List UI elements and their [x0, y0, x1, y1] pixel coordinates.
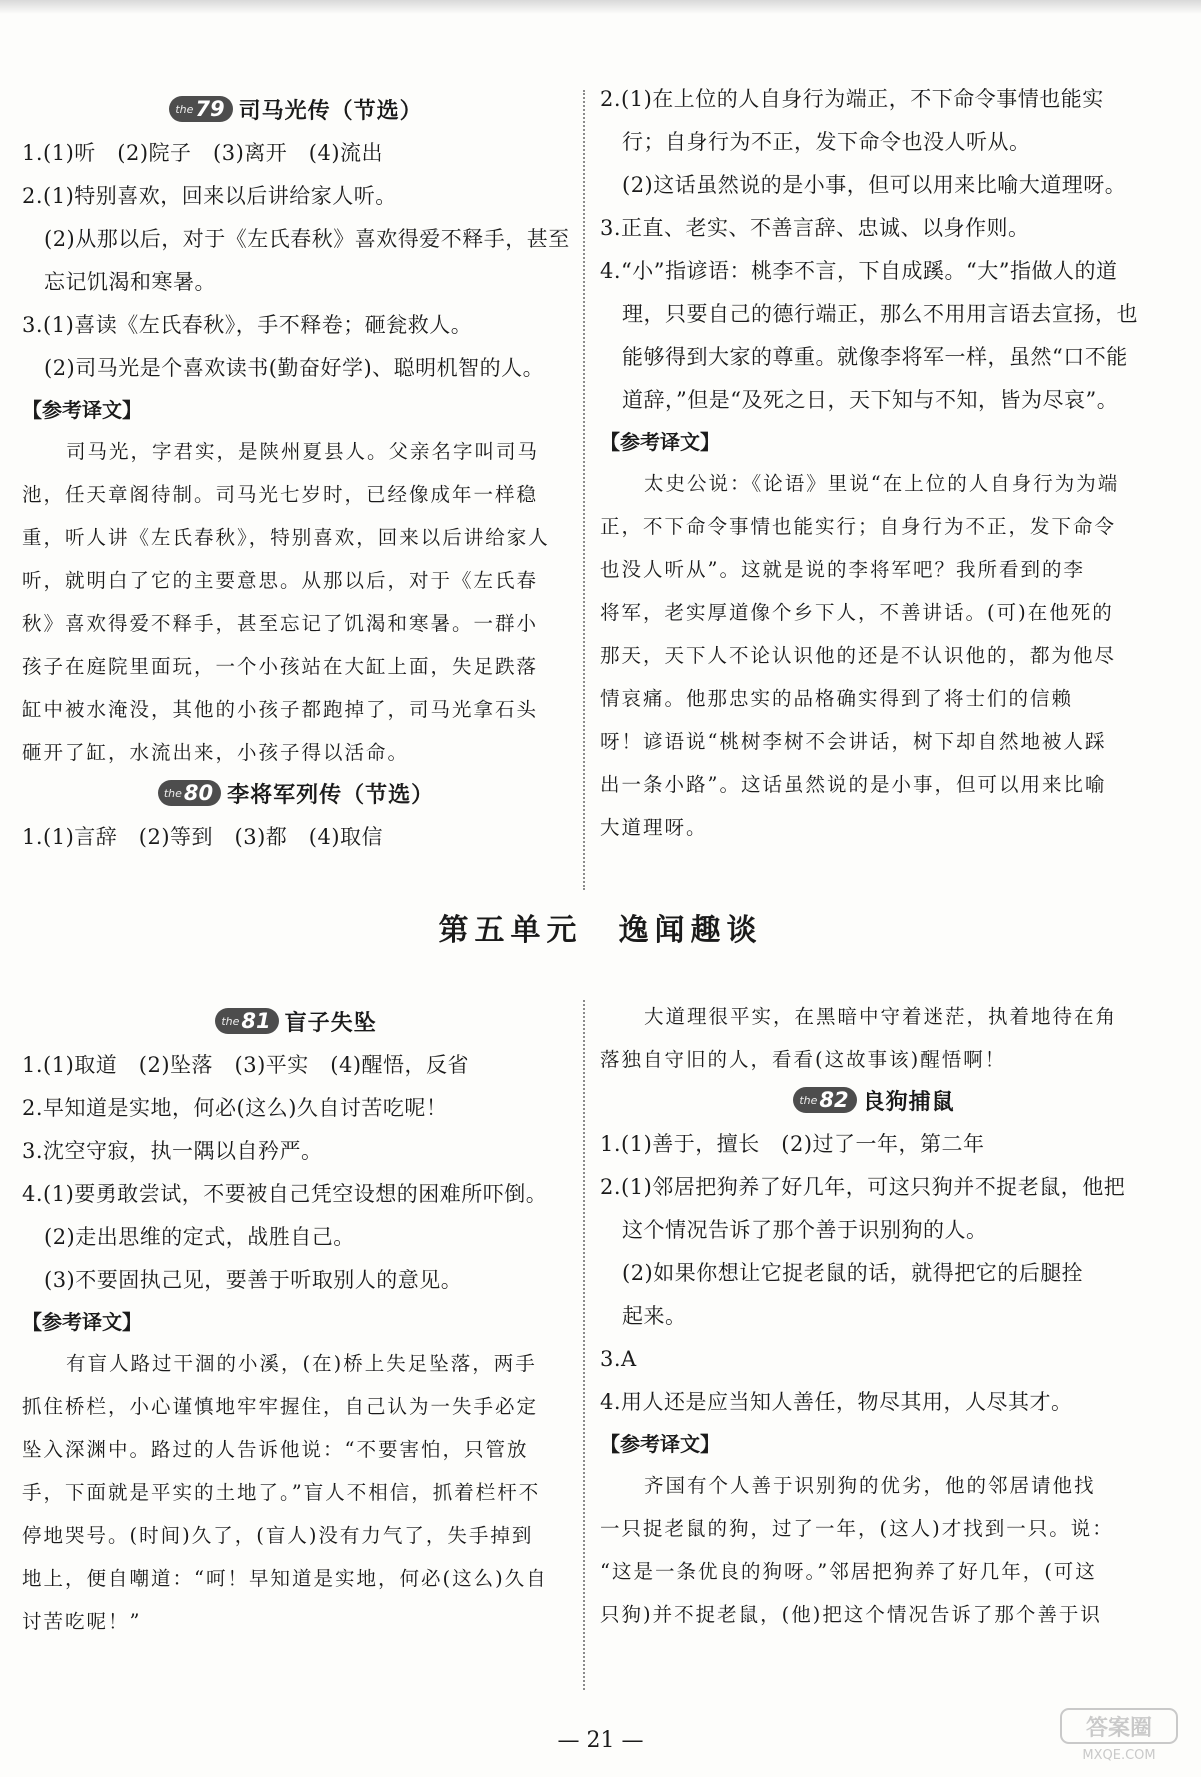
- answer-line: (2)如果你想让它捉老鼠的话，就得把它的后腿拴: [622, 1261, 1084, 1285]
- lesson-number: 79: [195, 97, 225, 121]
- translation-line: 重，听人讲《左氏春秋》，特别喜欢，回来以后讲给家人: [22, 526, 550, 549]
- answer-line: 道辞，”但是“及死之日，天下知与不知，皆为尽哀”。: [622, 388, 1119, 412]
- translation-line: 大道理很平实，在黑暗中守着迷茫，执着地待在角: [644, 1005, 1118, 1028]
- translation-line: 齐国有个人善于识别狗的优劣，他的邻居请他找: [644, 1474, 1096, 1497]
- answer-line: 4.用人还是应当知人善任，物尽其用，人尽其才。: [600, 1390, 1073, 1414]
- translation-line: 只狗)并不捉老鼠，(他)把这个情况告诉了那个善于识: [600, 1603, 1102, 1626]
- translation-line: 那天，天下人不论认识他的还是不认识他的，都为他尽: [600, 644, 1117, 667]
- answer-line: 2.(1)邻居把狗养了好几年，可这只狗并不捉老鼠，他把: [600, 1175, 1126, 1199]
- answer-line: 能够得到大家的尊重。就像李将军一样，虽然“口不能: [622, 345, 1128, 369]
- reference-translation-label: 【参考译文】: [600, 1432, 720, 1456]
- section-title: 盲子失坠: [284, 1010, 377, 1036]
- translation-line: 呀！谚语说“桃树李树不会讲话，树下却自然地被人踩: [600, 730, 1107, 753]
- reference-translation-label: 【参考译文】: [22, 1310, 142, 1334]
- translation-line: 地上，便自嘲道：“呵！早知道是实地，何必(这么)久自: [22, 1567, 548, 1590]
- translation-line: 太史公说：《论语》里说“在上位的人自身行为为端: [644, 472, 1120, 495]
- answer-line: (2)从那以后，对于《左氏春秋》喜欢得爱不释手，甚至: [44, 227, 570, 251]
- lesson-number: 81: [241, 1009, 271, 1033]
- answer-line: 2.(1)特别喜欢，回来以后讲给家人听。: [22, 184, 397, 208]
- answer-line: 这个情况告诉了那个善于识别狗的人。: [622, 1218, 988, 1242]
- column-top-left: [22, 90, 570, 859]
- reference-translation-label: 【参考译文】: [22, 398, 142, 422]
- translation-line: 讨苦吃呢！”: [22, 1610, 142, 1633]
- translation-line: 一只捉老鼠的狗，过了一年，(这人)才找到一只。说：: [600, 1517, 1114, 1540]
- answer-line: 4.“小”指谚语：桃李不言，下自成蹊。“大”指做人的道: [600, 259, 1118, 283]
- translation-line: 池，任天章阁待制。司马光七岁时，已经像成年一样稳: [22, 483, 539, 506]
- answer-line: 行；自身行为不正，发下命令也没人听从。: [622, 130, 1031, 154]
- lesson-badge: the 81: [215, 1008, 278, 1034]
- answer-line: 忘记饥渴和寒暑。: [44, 270, 216, 294]
- translation-line: 秋》喜欢得爱不释手，甚至忘记了饥渴和寒暑。一群小: [22, 612, 539, 635]
- unit-title: 第五单元 逸闻趣谈: [438, 913, 763, 948]
- watermark-logo: [1059, 1707, 1179, 1763]
- lesson-number: 80: [183, 781, 214, 805]
- translation-line: 大道理呀。: [600, 816, 708, 839]
- section-title: 李将军列传（节选）: [227, 782, 435, 808]
- translation-line: “这是一条优良的狗呀。”邻居把狗养了好几年，(可这: [600, 1560, 1097, 1583]
- translation-line: 出一条小路”。这话虽然说的是小事，但可以用来比喻: [600, 773, 1107, 796]
- column-divider: [583, 90, 585, 890]
- translation-line: 有盲人路过干涸的小溪，(在)桥上失足坠落，两手: [66, 1352, 537, 1375]
- answer-line: 1.(1)言辞 (2)等到 (3)都 (4)取信: [22, 825, 384, 849]
- translation-line: 情哀痛。他那忠实的品格确实得到了将士们的信赖: [600, 687, 1074, 710]
- section-79-header: [22, 90, 570, 128]
- answer-line: 2.早知道是实地，何必(这么)久自讨苦吃呢！: [22, 1096, 448, 1120]
- translation-line: 将军，老实厚道像个乡下人，不善讲话。(可)在他死的: [600, 601, 1114, 624]
- section-81-header: [22, 1002, 570, 1040]
- column-bottom-left: [22, 1002, 570, 1643]
- column-top-right: [600, 78, 1148, 849]
- translation-line: 砸开了缸，水流出来，小孩子得以活命。: [22, 741, 410, 764]
- translation-line: 手，下面就是平实的土地了。”盲人不相信，抓着栏杆不: [22, 1481, 541, 1504]
- lesson-badge: the 82: [793, 1087, 856, 1113]
- lesson-badge: the 79: [169, 96, 232, 122]
- answer-line: 2.(1)在上位的人自身行为端正，不下命令事情也能实: [600, 87, 1104, 111]
- answer-line: 3.A: [600, 1347, 637, 1371]
- answer-line: (2)这话虽然说的是小事，但可以用来比喻大道理呀。: [622, 173, 1127, 197]
- reference-translation-label: 【参考译文】: [600, 430, 720, 454]
- answer-line: 1.(1)听 (2)院子 (3)离开 (4)流出: [22, 141, 384, 165]
- answer-line: 3.(1)喜读《左氏春秋》，手不释卷；砸瓮救人。: [22, 313, 473, 337]
- page-number: — 21 —: [557, 1728, 644, 1753]
- translation-line: 缸中被水淹没，其他的小孩子都跑掉了，司马光拿石头: [22, 698, 539, 721]
- answer-line: 3.沈空守寂，执一隅以自矜严。: [22, 1139, 323, 1163]
- lesson-number: 82: [819, 1088, 849, 1112]
- answer-line: 4.(1)要勇敢尝试，不要被自己凭空设想的困难所吓倒。: [22, 1182, 548, 1206]
- column-bottom-right: [600, 995, 1148, 1636]
- answer-line: (2)走出思维的定式，战胜自己。: [44, 1225, 355, 1249]
- translation-line: 停地哭号。(时间)久了，(盲人)没有力气了，失手掉到: [22, 1524, 534, 1547]
- section-title: 良狗捕鼠: [862, 1089, 955, 1115]
- lesson-badge: the 80: [158, 780, 221, 806]
- translation-line: 抓住桥栏，小心谨慎地牢牢握住，自己认为一失手必定: [22, 1395, 539, 1418]
- section-82-header: [600, 1081, 1148, 1119]
- translation-line: 坠入深渊中。路过的人告诉他说：“不要害怕，只管放: [22, 1438, 529, 1461]
- svg-text:答案圈: 答案圈: [1085, 1716, 1153, 1741]
- translation-line: 司马光，字君实，是陕州夏县人。父亲名字叫司马: [66, 440, 540, 463]
- answer-line: 起来。: [622, 1304, 687, 1328]
- translation-line: 听，就明白了它的主要意思。从那以后，对于《左氏春: [22, 569, 539, 592]
- answer-line: 理，只要自己的德行端正，那么不用用言语去宣扬，也: [622, 302, 1138, 326]
- section-80-header: [22, 774, 570, 812]
- answer-line: (3)不要固执己见，要善于听取别人的意见。: [44, 1268, 463, 1292]
- translation-line: 孩子在庭院里面玩，一个小孩站在大缸上面，失足跌落: [22, 655, 539, 678]
- translation-line: 也没人听从”。这就是说的李将军吧？我所看到的李: [600, 558, 1085, 581]
- answer-line: (2)司马光是个喜欢读书(勤奋好学)、聪明机智的人。: [44, 356, 545, 380]
- section-title: 司马光传（节选）: [238, 98, 423, 124]
- translation-line: 正，不下命令事情也能实行；自身行为不正，发下命令: [600, 515, 1117, 538]
- answer-line: 1.(1)取道 (2)坠落 (3)平实 (4)醒悟，反省: [22, 1053, 470, 1077]
- svg-text:MXQE.COM: MXQE.COM: [1082, 1748, 1156, 1763]
- answer-line: 1.(1)善于，擅长 (2)过了一年，第二年: [600, 1132, 985, 1156]
- answer-line: 3.正直、老实、不善言辞、忠诚、以身作则。: [600, 216, 1030, 240]
- scan-edge: [0, 0, 1201, 14]
- translation-line: 落独自守旧的人，看看(这故事该)醒悟啊！: [600, 1048, 1007, 1071]
- column-divider: [583, 1000, 585, 1690]
